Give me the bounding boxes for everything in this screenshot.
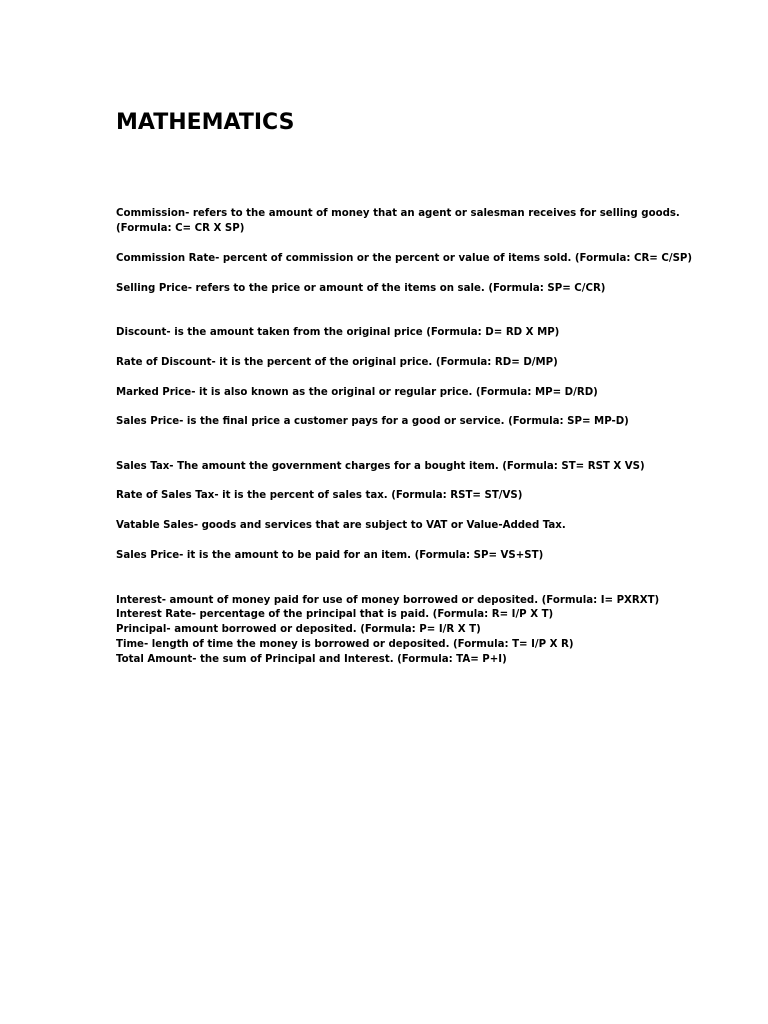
marked-price-definition: Marked Price- it is also known as the original or regular price. (Formula: MP= D/RD) [116,387,598,398]
sales-price-discount-definition: Sales Price- is the final price a customer pays for a good or service. (Formula: SP= MP-D) [116,416,629,427]
time-definition: Time- length of time the money is borrowed or deposited. (Formula: T= I/P X R) [116,639,574,650]
rate-of-sales-tax-definition: Rate of Sales Tax- it is the percent of sales tax. (Formula: RST= ST/VS) [116,490,523,501]
sales-tax-definition: Sales Tax- The amount the government charges for a bought item. (Formula: ST= RST X VS) [116,461,645,472]
total-amount-definition: Total Amount- the sum of Principal and Interest. (Formula: TA= P+I) [116,654,507,665]
commission-rate-definition: Commission Rate- percent of commission or the percent or value of items sold. (Formula: CR= C/SP) [116,253,693,264]
commission-definition: Commission- refers to the amount of money that an agent or salesman receives for selling goods. [116,208,680,219]
discount-definition: Discount- is the amount taken from the original price (Formula: D= RD X MP) [116,327,560,338]
vatable-sales-definition: Vatable Sales- goods and services that are subject to VAT or Value-Added Tax. [116,520,566,531]
rate-of-discount-definition: Rate of Discount- it is the percent of the original price. (Formula: RD= D/MP) [116,357,558,368]
interest-rate-definition: Interest Rate- percentage of the principal that is paid. (Formula: R= I/P X T) [116,609,554,620]
commission-formula: (Formula: C= CR X SP) [116,223,245,234]
sales-price-tax-definition: Sales Price- it is the amount to be paid for an item. (Formula: SP= VS+ST) [116,550,544,561]
page-title: MATHEMATICS [116,110,295,135]
interest-definition: Interest- amount of money paid for use of money borrowed or deposited. (Formula: I= PXRXT) [116,595,660,606]
selling-price-definition: Selling Price- refers to the price or amount of the items on sale. (Formula: SP= C/CR) [116,283,606,294]
principal-definition: Principal- amount borrowed or deposited. (Formula: P= I/R X T) [116,624,481,635]
